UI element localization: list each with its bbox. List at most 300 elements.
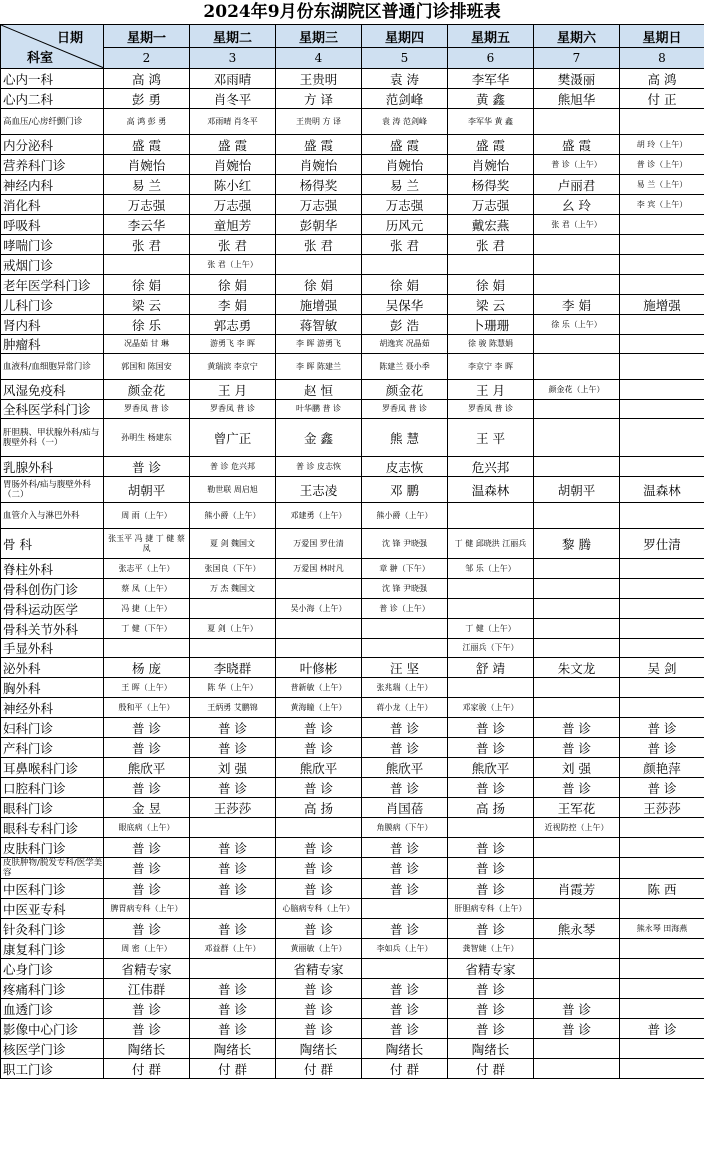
- schedule-cell: [620, 400, 704, 419]
- schedule-cell: 王 月: [448, 380, 534, 400]
- schedule-cell: 徐 娟: [448, 275, 534, 295]
- schedule-cell: 眼底病（上午）: [104, 818, 190, 838]
- schedule-cell: 叶修彬: [276, 658, 362, 678]
- schedule-cell: [534, 838, 620, 858]
- table-row: [1, 1059, 704, 1079]
- schedule-cell: 普 诊: [190, 838, 276, 858]
- schedule-cell: [620, 939, 704, 959]
- schedule-cell: [620, 419, 704, 457]
- department-name: 疼痛科门诊: [1, 979, 104, 999]
- department-name: 康复科门诊: [1, 939, 104, 959]
- schedule-cell: 肖婉怡: [448, 155, 534, 175]
- schedule-cell: [620, 1059, 704, 1079]
- schedule-cell: 省精专家: [104, 959, 190, 979]
- schedule-cell: [362, 959, 448, 979]
- schedule-cell: 蔡 凤（上午）: [104, 579, 190, 599]
- schedule-cell: 普 诊: [190, 999, 276, 1019]
- table-row: [1, 658, 704, 678]
- schedule-cell: 高 扬: [448, 798, 534, 818]
- schedule-cell: [534, 235, 620, 255]
- day-header: 星期三: [276, 25, 362, 48]
- schedule-cell: 熊小爵（上午）: [362, 503, 448, 529]
- department-name: 心内一科: [1, 69, 104, 89]
- schedule-cell: 普 诊 皮志恢: [276, 457, 362, 477]
- day-header: 星期四: [362, 25, 448, 48]
- schedule-cell: 杨得奖: [448, 175, 534, 195]
- schedule-cell: [362, 899, 448, 919]
- day-header: 星期一: [104, 25, 190, 48]
- schedule-cell: [276, 619, 362, 639]
- schedule-cell: 普 诊: [362, 1019, 448, 1039]
- department-name: 手显外科: [1, 639, 104, 658]
- schedule-cell: 易 兰: [362, 175, 448, 195]
- schedule-cell: 肖婉怡: [104, 155, 190, 175]
- schedule-cell: 李军华: [448, 69, 534, 89]
- department-name: 呼吸科: [1, 215, 104, 235]
- department-name: 妇科门诊: [1, 718, 104, 738]
- schedule-cell: 普 诊: [620, 1019, 704, 1039]
- schedule-cell: [620, 619, 704, 639]
- schedule-cell: 童旭芳: [190, 215, 276, 235]
- schedule-cell: 普 诊: [276, 738, 362, 758]
- schedule-cell: [620, 275, 704, 295]
- schedule-cell: 普 诊: [276, 1019, 362, 1039]
- schedule-cell: 郭国和 陈国安: [104, 354, 190, 380]
- schedule-cell: [620, 698, 704, 718]
- schedule-cell: 盛 霞: [362, 135, 448, 155]
- schedule-cell: 温森林: [620, 477, 704, 503]
- department-name: 消化科: [1, 195, 104, 215]
- schedule-cell: 普 诊: [104, 858, 190, 879]
- schedule-cell: 况晶茹 甘 琳: [104, 335, 190, 354]
- date-header: 4: [276, 48, 362, 69]
- table-row: [1, 155, 704, 175]
- schedule-cell: [620, 639, 704, 658]
- schedule-cell: [448, 818, 534, 838]
- schedule-cell: [620, 255, 704, 275]
- department-name: 骨科运动医学: [1, 599, 104, 619]
- table-row: [1, 1039, 704, 1059]
- schedule-cell: 沈 锋 尹晓强: [362, 529, 448, 559]
- header-row-dates: [1, 48, 704, 69]
- schedule-table: [0, 24, 704, 1079]
- schedule-cell: 普 诊: [534, 999, 620, 1019]
- table-row: [1, 718, 704, 738]
- schedule-cell: 卢丽君: [534, 175, 620, 195]
- schedule-cell: [534, 959, 620, 979]
- table-row: [1, 354, 704, 380]
- schedule-cell: 罗仕清: [620, 529, 704, 559]
- table-row: [1, 858, 704, 879]
- table-row: [1, 778, 704, 798]
- schedule-cell: 邓益群（上午）: [190, 939, 276, 959]
- schedule-cell: 普 诊: [190, 778, 276, 798]
- table-row: [1, 315, 704, 335]
- schedule-cell: 普 诊: [362, 919, 448, 939]
- schedule-cell: 危兴邦: [448, 457, 534, 477]
- schedule-cell: [104, 639, 190, 658]
- table-row: [1, 758, 704, 778]
- schedule-cell: [534, 275, 620, 295]
- schedule-cell: 胡 玲（上午）: [620, 135, 704, 155]
- day-header: 星期五: [448, 25, 534, 48]
- schedule-cell: 丁 健 邱晓洪 江丽兵: [448, 529, 534, 559]
- schedule-cell: 普 诊: [448, 999, 534, 1019]
- schedule-cell: 普 诊: [104, 1019, 190, 1039]
- schedule-cell: 普 诊: [190, 738, 276, 758]
- schedule-cell: 普 诊: [448, 919, 534, 939]
- schedule-cell: 熊 慧: [362, 419, 448, 457]
- schedule-cell: 付 群: [276, 1059, 362, 1079]
- schedule-cell: [620, 818, 704, 838]
- table-row: [1, 899, 704, 919]
- schedule-cell: 李 晖 游勇飞: [276, 335, 362, 354]
- schedule-cell: 徐 娟: [362, 275, 448, 295]
- schedule-cell: 施增强: [276, 295, 362, 315]
- schedule-cell: [448, 255, 534, 275]
- schedule-cell: 勒世联 周启旭: [190, 477, 276, 503]
- schedule-cell: 普 诊: [448, 979, 534, 999]
- schedule-cell: [362, 255, 448, 275]
- schedule-cell: 普新敏（上午）: [276, 678, 362, 698]
- department-name: 口腔科门诊: [1, 778, 104, 798]
- table-row: [1, 818, 704, 838]
- schedule-cell: 普 诊: [620, 738, 704, 758]
- schedule-cell: 范剑峰: [362, 89, 448, 109]
- schedule-cell: 普 诊: [448, 738, 534, 758]
- schedule-cell: [534, 419, 620, 457]
- day-header: 星期二: [190, 25, 276, 48]
- schedule-cell: [190, 818, 276, 838]
- schedule-cell: 万爱国 林时凡: [276, 559, 362, 579]
- schedule-cell: 温森林: [448, 477, 534, 503]
- schedule-cell: 张兆瑞（上午）: [362, 678, 448, 698]
- department-name: 眼科门诊: [1, 798, 104, 818]
- department-name: 产科门诊: [1, 738, 104, 758]
- table-row: [1, 999, 704, 1019]
- schedule-cell: 徐 娟: [276, 275, 362, 295]
- schedule-cell: [534, 1059, 620, 1079]
- schedule-cell: 黄 鑫: [448, 89, 534, 109]
- schedule-cell: [362, 619, 448, 639]
- schedule-cell: 普 诊: [104, 738, 190, 758]
- schedule-cell: 普 诊（上午）: [620, 155, 704, 175]
- schedule-cell: [620, 838, 704, 858]
- schedule-cell: 普 诊: [104, 838, 190, 858]
- schedule-cell: 普 诊: [276, 879, 362, 899]
- schedule-cell: 冯 捷（上午）: [104, 599, 190, 619]
- schedule-cell: 近视防控（上午）: [534, 818, 620, 838]
- table-row: [1, 939, 704, 959]
- schedule-cell: [620, 599, 704, 619]
- schedule-cell: [620, 354, 704, 380]
- department-name: 老年医学科门诊: [1, 275, 104, 295]
- schedule-cell: [620, 579, 704, 599]
- schedule-cell: 普 诊: [276, 718, 362, 738]
- schedule-cell: 王 平: [448, 419, 534, 457]
- table-row: [1, 295, 704, 315]
- table-row: [1, 400, 704, 419]
- day-header: 星期六: [534, 25, 620, 48]
- schedule-cell: 普 诊: [276, 919, 362, 939]
- schedule-cell: [448, 678, 534, 698]
- schedule-cell: 殷和平（上午）: [104, 698, 190, 718]
- table-row: [1, 599, 704, 619]
- table-row: [1, 477, 704, 503]
- department-name: 血液科/血细胞异常门诊: [1, 354, 104, 380]
- department-name: 中医亚专科: [1, 899, 104, 919]
- schedule-cell: [620, 899, 704, 919]
- date-header: 7: [534, 48, 620, 69]
- schedule-cell: 樊滠丽: [534, 69, 620, 89]
- schedule-cell: 付 正: [620, 89, 704, 109]
- schedule-cell: [276, 818, 362, 838]
- schedule-cell: 黄瑞滨 李京宁: [190, 354, 276, 380]
- schedule-cell: 张 君（上午）: [534, 215, 620, 235]
- schedule-cell: 万志强: [276, 195, 362, 215]
- schedule-cell: 张 君: [448, 235, 534, 255]
- schedule-cell: 普 诊: [362, 718, 448, 738]
- schedule-cell: 普 诊: [448, 838, 534, 858]
- schedule-cell: 普 诊: [190, 1019, 276, 1039]
- schedule-cell: 陈小红: [190, 175, 276, 195]
- schedule-cell: 心脑病专科（上午）: [276, 899, 362, 919]
- department-name: 眼科专科门诊: [1, 818, 104, 838]
- table-row: [1, 135, 704, 155]
- schedule-cell: 汪 坚: [362, 658, 448, 678]
- schedule-cell: [190, 899, 276, 919]
- schedule-cell: [620, 858, 704, 879]
- schedule-cell: 叶华鹏 普 诊: [276, 400, 362, 419]
- table-row: [1, 195, 704, 215]
- schedule-cell: 王 晖（上午）: [104, 678, 190, 698]
- schedule-cell: 付 群: [362, 1059, 448, 1079]
- schedule-cell: 脾胃病专科（上午）: [104, 899, 190, 919]
- schedule-cell: [620, 457, 704, 477]
- schedule-cell: [620, 503, 704, 529]
- schedule-cell: 盛 霞: [534, 135, 620, 155]
- department-name: 胃肠外科/疝与腹壁外科（二）: [1, 477, 104, 503]
- schedule-cell: 颜金花: [104, 380, 190, 400]
- schedule-cell: 普 诊: [276, 858, 362, 879]
- table-row: [1, 1019, 704, 1039]
- corner-header: [1, 25, 104, 69]
- schedule-cell: 肖霞芳: [534, 879, 620, 899]
- schedule-cell: 熊永琴: [534, 919, 620, 939]
- schedule-cell: 李 晖 陈建兰: [276, 354, 362, 380]
- schedule-cell: 普 诊: [104, 457, 190, 477]
- schedule-cell: 普 诊: [104, 999, 190, 1019]
- schedule-cell: 高 鸿: [620, 69, 704, 89]
- schedule-cell: 付 群: [190, 1059, 276, 1079]
- schedule-cell: 普 诊（上午）: [362, 599, 448, 619]
- department-name: 哮喘门诊: [1, 235, 104, 255]
- schedule-cell: 角膜病（下午）: [362, 818, 448, 838]
- schedule-cell: 陈建兰 聂小季: [362, 354, 448, 380]
- schedule-cell: 吴 剑: [620, 658, 704, 678]
- corner-dept-label: 科室: [27, 51, 54, 66]
- table-row: [1, 529, 704, 559]
- schedule-cell: 熊欣平: [448, 758, 534, 778]
- schedule-cell: 沈 锋 尹晓强: [362, 579, 448, 599]
- department-name: 耳鼻喉科门诊: [1, 758, 104, 778]
- schedule-cell: 普 诊: [104, 879, 190, 899]
- schedule-cell: 罗香凤 普 诊: [362, 400, 448, 419]
- schedule-cell: 普 诊: [362, 838, 448, 858]
- schedule-cell: 普 诊: [276, 838, 362, 858]
- schedule-cell: 黎 腾: [534, 529, 620, 559]
- schedule-cell: 李 宾（上午）: [620, 195, 704, 215]
- table-row: [1, 215, 704, 235]
- schedule-cell: [534, 619, 620, 639]
- schedule-cell: [620, 215, 704, 235]
- table-row: [1, 503, 704, 529]
- date-header: 6: [448, 48, 534, 69]
- department-name: 职工门诊: [1, 1059, 104, 1079]
- department-name: 肝胆胰、甲状腺外科/疝与腹壁外科（一）: [1, 419, 104, 457]
- schedule-cell: 易 兰: [104, 175, 190, 195]
- schedule-cell: 普 诊: [362, 738, 448, 758]
- table-row: [1, 838, 704, 858]
- schedule-cell: 徐 骏 陈慧娟: [448, 335, 534, 354]
- schedule-cell: 陶绪长: [276, 1039, 362, 1059]
- schedule-cell: 夏 剑 魏国文: [190, 529, 276, 559]
- schedule-cell: 付 群: [104, 1059, 190, 1079]
- schedule-cell: [534, 354, 620, 380]
- schedule-cell: [534, 899, 620, 919]
- schedule-cell: 方 译: [276, 89, 362, 109]
- schedule-cell: 幺 玲: [534, 195, 620, 215]
- department-name: 骨科关节外科: [1, 619, 104, 639]
- schedule-cell: 袁 涛: [362, 69, 448, 89]
- schedule-cell: 罗香凤 普 诊: [448, 400, 534, 419]
- schedule-cell: 普 诊: [276, 778, 362, 798]
- schedule-cell: 邹 乐（上午）: [448, 559, 534, 579]
- schedule-cell: 王贵明: [276, 69, 362, 89]
- schedule-cell: 梁 云: [448, 295, 534, 315]
- schedule-cell: 金 鑫: [276, 419, 362, 457]
- schedule-cell: 蒋智敏: [276, 315, 362, 335]
- table-row: [1, 109, 704, 135]
- schedule-cell: [276, 255, 362, 275]
- department-name: 内分泌科: [1, 135, 104, 155]
- schedule-cell: 普 诊: [620, 718, 704, 738]
- schedule-cell: [620, 109, 704, 135]
- page-title: 2024年9月份东湖院区普通门诊排班表: [203, 2, 501, 22]
- department-name: 血管介入与淋巴外科: [1, 503, 104, 529]
- department-name: 肿瘤科: [1, 335, 104, 354]
- schedule-cell: [362, 639, 448, 658]
- schedule-cell: [534, 457, 620, 477]
- schedule-cell: 普 诊: [276, 999, 362, 1019]
- schedule-cell: 肝胆病专科（上午）: [448, 899, 534, 919]
- schedule-cell: 盛 霞: [448, 135, 534, 155]
- schedule-cell: 颜艳萍: [620, 758, 704, 778]
- department-name: 神经外科: [1, 698, 104, 718]
- table-row: [1, 579, 704, 599]
- schedule-cell: 普 诊 危兴邦: [190, 457, 276, 477]
- schedule-cell: [190, 959, 276, 979]
- schedule-cell: 高 扬: [276, 798, 362, 818]
- schedule-cell: [448, 503, 534, 529]
- schedule-cell: 熊欣平: [104, 758, 190, 778]
- day-header: 星期日: [620, 25, 704, 48]
- schedule-cell: 易 兰（上午）: [620, 175, 704, 195]
- department-name: 高血压/心房纤颤门诊: [1, 109, 104, 135]
- schedule-cell: 舒 靖: [448, 658, 534, 678]
- schedule-cell: 罗香凤 普 诊: [104, 400, 190, 419]
- department-name: 核医学门诊: [1, 1039, 104, 1059]
- table-row: [1, 175, 704, 195]
- department-name: 风湿免疫科: [1, 380, 104, 400]
- schedule-cell: [620, 380, 704, 400]
- schedule-cell: 刘 强: [190, 758, 276, 778]
- schedule-cell: 普 诊: [362, 999, 448, 1019]
- schedule-cell: 周 雨（上午）: [104, 503, 190, 529]
- schedule-cell: [534, 939, 620, 959]
- department-name: 骨 科: [1, 529, 104, 559]
- schedule-cell: 普 诊: [448, 858, 534, 879]
- schedule-cell: 肖婉怡: [276, 155, 362, 175]
- schedule-cell: 赵 恒: [276, 380, 362, 400]
- department-name: 泌外科: [1, 658, 104, 678]
- schedule-cell: 普 诊: [104, 778, 190, 798]
- schedule-cell: [276, 579, 362, 599]
- schedule-cell: 普 诊: [190, 979, 276, 999]
- schedule-cell: 肖冬平: [190, 89, 276, 109]
- schedule-cell: 丁 健（下午）: [104, 619, 190, 639]
- schedule-cell: 徐 乐: [104, 315, 190, 335]
- schedule-cell: 盛 霞: [104, 135, 190, 155]
- schedule-cell: 普 诊: [190, 858, 276, 879]
- schedule-cell: 肖婉怡: [362, 155, 448, 175]
- schedule-cell: 王 月: [190, 380, 276, 400]
- schedule-cell: 历风元: [362, 215, 448, 235]
- schedule-cell: 熊欣平: [362, 758, 448, 778]
- schedule-cell: 胡朝平: [104, 477, 190, 503]
- schedule-cell: 龚智婕（上午）: [448, 939, 534, 959]
- schedule-cell: 普 诊: [534, 778, 620, 798]
- schedule-cell: 王贵明 方 译: [276, 109, 362, 135]
- schedule-cell: 刘 强: [534, 758, 620, 778]
- schedule-cell: 王军花: [534, 798, 620, 818]
- corner-date-label: 日期: [56, 31, 83, 46]
- table-row: [1, 335, 704, 354]
- schedule-cell: 陈 华（上午）: [190, 678, 276, 698]
- table-row: [1, 738, 704, 758]
- schedule-cell: 金 昱: [104, 798, 190, 818]
- schedule-cell: 李军华 黄 鑫: [448, 109, 534, 135]
- schedule-cell: 邓 鹏: [362, 477, 448, 503]
- schedule-cell: 胡逸宾 况晶茹: [362, 335, 448, 354]
- schedule-cell: [534, 599, 620, 619]
- schedule-cell: 彭 勇: [104, 89, 190, 109]
- schedule-cell: [534, 335, 620, 354]
- department-name: 乳腺外科: [1, 457, 104, 477]
- schedule-cell: 张 君: [276, 235, 362, 255]
- schedule-cell: 游勇飞 李 晖: [190, 335, 276, 354]
- schedule-cell: [534, 678, 620, 698]
- schedule-cell: 王莎莎: [190, 798, 276, 818]
- schedule-cell: [620, 559, 704, 579]
- schedule-cell: 普 诊: [104, 718, 190, 738]
- department-name: 心身门诊: [1, 959, 104, 979]
- schedule-cell: 孙明生 杨建东: [104, 419, 190, 457]
- schedule-cell: 张志平（上午）: [104, 559, 190, 579]
- schedule-cell: 高 鸿 彭 勇: [104, 109, 190, 135]
- schedule-cell: 卜珊珊: [448, 315, 534, 335]
- department-name: 脊柱外科: [1, 559, 104, 579]
